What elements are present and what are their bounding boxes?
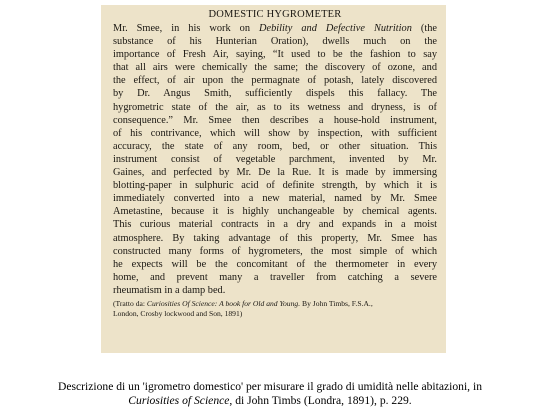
source-publisher: London, Crosby lockwood and Son, 1891) [113,309,243,319]
article-text: blotting-paper in sulphuric acid of definite strength, by which it is [113,180,437,192]
article-line [113,218,437,231]
caption-line-2: , di John Timbs (Londra, 1891), p. 229. [229,393,412,407]
article-text: substance of his Hunterian Oration), dwells much on the [113,36,437,48]
article-text: Ametastine, because it is highly unchangeable by chemical agents. [113,206,437,218]
article-line [113,153,437,166]
article-text: atmosphere. By taking advantage of this property, Mr. Smee has [113,232,437,244]
article-line [113,127,437,140]
article-text: the effect, of air upon the permagnate of potash, lately discovered [113,75,437,87]
article-text: home, and prevent many a traveller from catching a severe [113,271,437,283]
article-line [113,284,437,297]
article-line [113,271,437,284]
article-line [113,205,437,218]
article-text: he expects will be the concomitant of the thermometer in every [113,258,437,270]
article-text: that all airs were chemically the same; the discovery of ozone, and [113,62,437,74]
article-text: Mr. Smee, in his work on [113,23,260,34]
article-line [113,101,437,114]
article-line [113,245,437,258]
article-text: rheumatism in a damp bed. [113,284,226,296]
article-text: This curious material contracts in a dry and expands in a moist [113,219,437,231]
caption-line-1: Descrizione di un 'igrometro domestico' per misurare il grado di umidità nelle abitazioni, in [57,380,482,393]
article-text: Debility and Defective Nutrition [259,23,412,34]
article-line [113,179,437,192]
article-line [113,22,437,35]
article-text: consequence.” Mr. Smee then describes a house-hold instrument, [113,114,437,126]
article-line [113,35,437,48]
article-text: (the [411,23,437,34]
source-citation [113,299,437,320]
article-line [113,192,437,205]
article-text: importance of Fresh Air, saying, “It used to be the fashion to say [113,49,437,61]
article-text: accuracy, the state of any room, bed, or other situation. This [113,140,437,152]
source-author: By John Timbs, F.S.A., [300,298,373,308]
article-line [113,74,437,87]
article-line [113,114,437,127]
article-text: Gaines, and perfected by Mr. De la Rue. It is made by immersing [113,167,437,179]
article-text: by Dr. Angus Smith, sufficiently dispels this fallacy. The [113,88,437,100]
article-line [113,232,437,245]
article-line [113,61,437,74]
article-line [113,87,437,100]
article-text: hygrometric state of the air, as to its wetness and dryness, is of [113,101,437,113]
article-line [113,258,437,271]
article-line [113,48,437,61]
figure-caption [0,380,540,407]
article-body [113,22,437,297]
article-text: instrument consist of vegetable parchment, invented by Mr. [113,153,437,165]
article-text: constructed many forms of hygrometers, the most simple of which [113,245,437,257]
article-line [113,140,437,153]
scanned-page [101,5,446,353]
article-text: of his contrivance, which will show by inspection, with sufficient [113,127,437,139]
source-prefix: (Tratto da: [113,298,147,308]
caption-book-title: Curiosities of Science [128,393,230,407]
article-title: DOMESTIC HYGROMETER [208,9,342,20]
article-line [113,166,437,179]
source-book-title: Curiosities Of Science: A book for Old and Young. [146,298,301,308]
article-text: immediately converted into a new material, named by Mr. Smee [113,193,437,205]
